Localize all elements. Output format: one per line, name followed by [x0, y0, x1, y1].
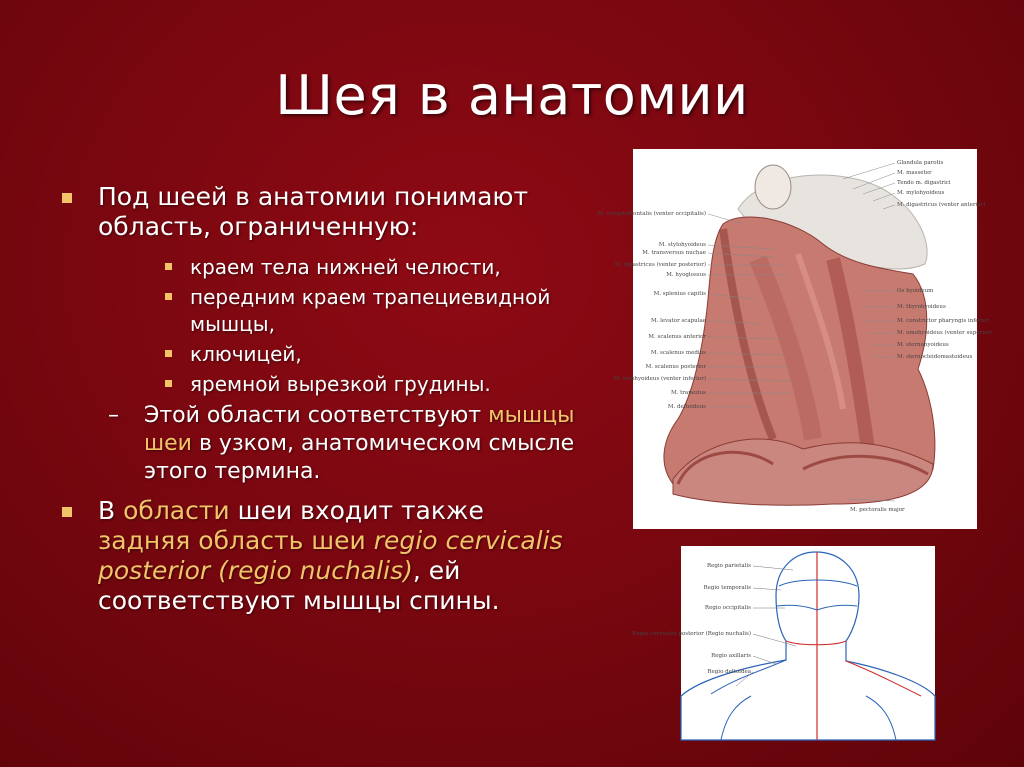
slide-content — [62, 182, 582, 616]
dash-text-part1: Этой области соответствуют — [144, 403, 489, 428]
bullet2-highlight1: области — [123, 496, 230, 525]
bullet2-latin-term: regio cervicalis posterior (regio nuchalis) — [98, 526, 563, 585]
sub-bullet-text: ключицей, — [190, 342, 302, 366]
figure1-label: M. pectoralis major — [850, 507, 905, 513]
posterior-neck-regions-illustration — [632, 546, 935, 740]
dash-mark: – — [108, 403, 119, 428]
figure1-label: M. scalenus posterior — [645, 364, 706, 370]
figure1-label: M. deltoideus — [667, 404, 706, 410]
figure1-label: M. omohyoideus (venter superior) — [897, 330, 993, 336]
figure1-label: M. constrictor pharyngis inferior — [897, 318, 989, 324]
bullet-posterior-region — [62, 496, 582, 616]
sub-bullet — [62, 371, 582, 398]
neck-muscles-drawing — [597, 149, 993, 529]
sub-bullet-text: яремной вырезкой грудины. — [190, 372, 491, 396]
figure2-label: Regio parietalis — [706, 563, 751, 569]
figure2-label: Regio cervicalis posterior (Regio nuchalis) — [632, 631, 751, 637]
sub-bullet-square-icon — [165, 263, 172, 270]
figure2-label: Regio deltoidea — [707, 669, 751, 675]
bullet2-part2: шеи входит также — [229, 496, 484, 525]
figure1-label: M. digastricus (venter anterior) — [897, 202, 986, 208]
sub-bullet — [62, 284, 582, 338]
figure1-label: M. occipitofrontalis (venter occipitalis) — [597, 211, 706, 217]
figure1-label: M. scalenus anterior — [648, 334, 706, 340]
sub-bullet — [62, 341, 582, 368]
figure1-label: M. digastricus (venter posterior) — [614, 262, 706, 268]
sub-bullet — [62, 254, 582, 281]
neck-muscles-illustration — [597, 149, 993, 529]
figure1-label: M. hyoglossus — [666, 272, 706, 278]
dash-highlight: мышцы шеи — [144, 403, 575, 456]
bullet2-part1: В — [98, 496, 124, 525]
figure1-label: M. thyrohyoideus — [897, 304, 946, 310]
bullet2-part3: , ей соответствуют мышцы спины. — [98, 556, 500, 615]
figure1-label: Tendo m. digastrici — [897, 180, 951, 186]
dash-text-part2: в узком, анатомическом смысле этого термина. — [144, 431, 575, 484]
figure1-label: M. omohyoideus (venter inferior) — [613, 376, 706, 382]
figure1-label: M. transversus nuchae — [642, 250, 706, 256]
sub-bullet-square-icon — [165, 350, 172, 357]
posterior-neck-drawing — [632, 546, 935, 740]
figure1-label: Os hyoideum — [897, 288, 934, 294]
figure1-label: M. levator scapulae — [651, 318, 706, 324]
figure1-label: M. scalenus medius — [650, 350, 706, 356]
bullet-text: Под шеей в анатомии понимают область, ограниченную: — [98, 182, 529, 241]
bullet2-highlight2: задняя область шеи — [98, 526, 366, 555]
sub-bullet-text: краем тела нижней челюсти, — [190, 255, 501, 279]
figure1-label: M. sternohyoideus — [897, 342, 949, 348]
bullet-square-icon — [62, 507, 72, 517]
figure1-label: M. sternocleidomastoideus — [897, 354, 973, 360]
figure1-label: M. stylohyoideus — [658, 242, 706, 248]
sub-bullet-text: передним краем трапециевидной мышцы, — [190, 285, 551, 336]
figure1-label: M. splenius capitis — [653, 291, 706, 297]
bullet-square-icon — [62, 193, 72, 203]
dash-bullet — [62, 402, 582, 486]
figure2-label: Regio temporalis — [703, 585, 751, 591]
figure1-label: Glandula parotis — [897, 160, 944, 166]
sub-bullet-square-icon — [165, 293, 172, 300]
figure1-label: M. masseter — [897, 170, 932, 176]
figure2-label: Regio axillaris — [711, 653, 751, 659]
slide-title: Шея в анатомии — [275, 64, 749, 127]
sub-bullet-square-icon — [165, 380, 172, 387]
figure2-label: Regio occipitalis — [704, 605, 751, 611]
bullet-boundaries — [62, 182, 582, 242]
figure1-label: M. mylohyoideus — [897, 190, 945, 196]
figure1-label: M. trapezius — [670, 390, 706, 396]
